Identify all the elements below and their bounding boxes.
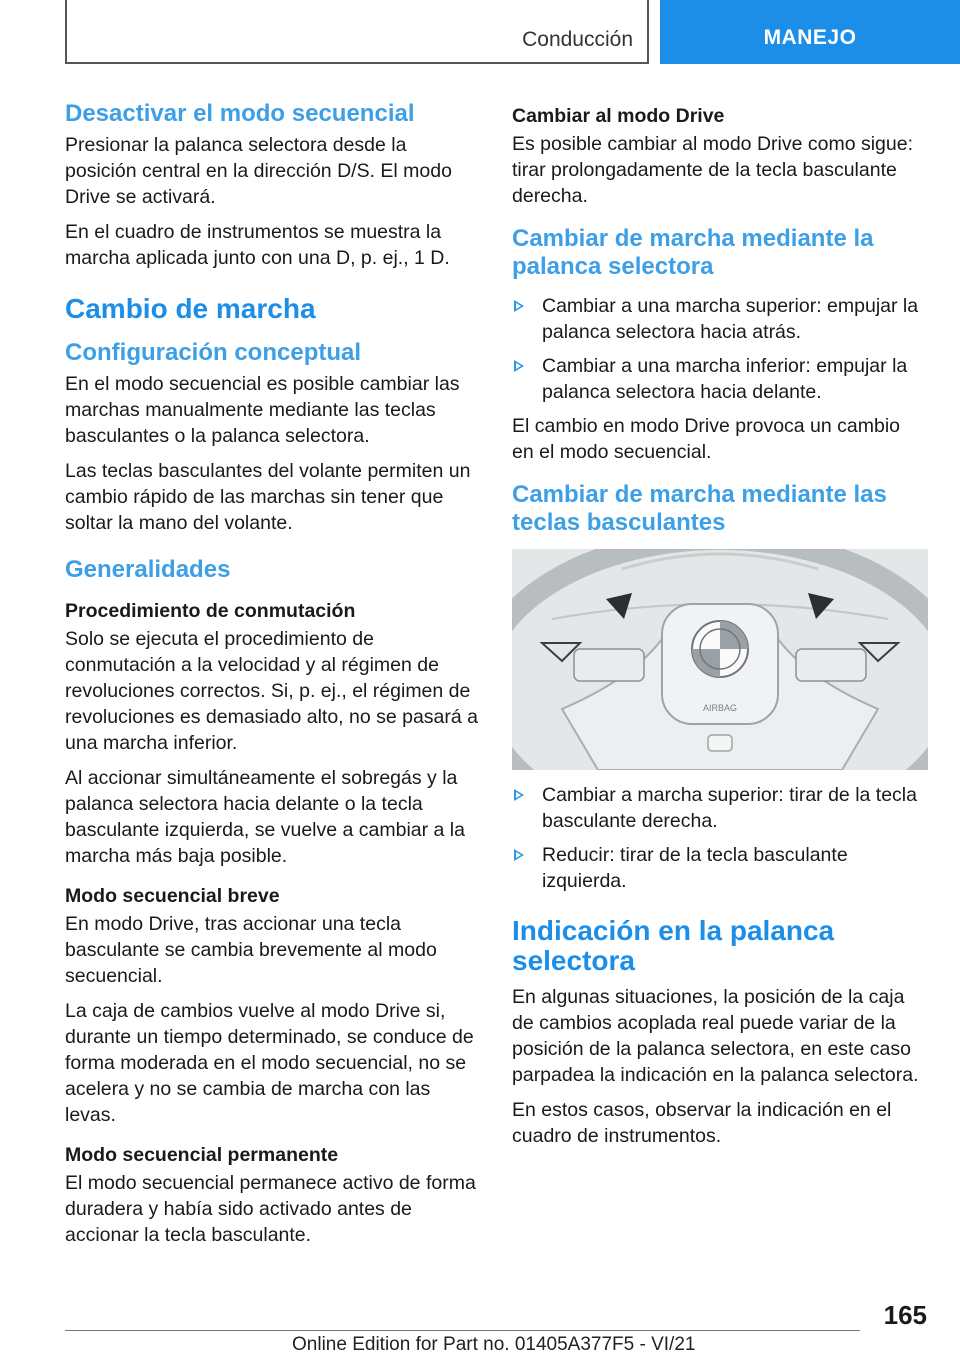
triangle-bullet-icon [514,300,524,312]
triangle-bullet-icon [514,360,524,372]
list-item: Reducir: tirar de la tecla basculante izquierda. [512,842,927,894]
list-item: Cambiar a marcha superior: tirar de la tecla basculante derecha. [512,782,927,834]
heading-desactivar: Desactivar el modo secuencial [65,100,415,127]
triangle-bullet-icon [514,849,524,861]
heading-configuracion: Configuración conceptual [65,339,362,366]
bullet-list [512,293,927,405]
paragraph: En modo Drive, tras accionar una tecla basculante se cambia brevemente al modo secuencial. [65,913,437,987]
heading-cambio-de-marcha: Cambio de marcha [65,293,316,324]
left-column [65,100,480,1257]
section-title: Conducción [522,28,633,51]
paragraph: En el cuadro de instrumentos se muestra la marcha aplicada junto con una D, p. ej., 1 D. [65,221,450,269]
heading-generalidades: Generalidades [65,556,231,583]
paragraph: Es posible cambiar al modo Drive como sigue: tirar prolongadamente de la tecla basculante derecha. [512,133,914,207]
steering-wheel-illustration [512,549,928,770]
paragraph: Al accionar simultáneamente el sobregás y la palanca selectora hacia delante o la tecla basculante izquierda, se vuelve a cambiar a la marcha más baja posible. [65,767,465,867]
heading-palanca-selectora: Cambiar de marcha mediante la palanca selectora [512,225,874,280]
paragraph: Presionar la palanca selectora desde la posición central en la dirección D/S. El modo Drive se activará. [65,134,452,208]
page-number: 165 [883,1300,927,1330]
heading-procedimiento: Procedimiento de conmutación [65,600,356,622]
paragraph: El cambio en modo Drive provoca un cambio en el modo secuencial. [512,415,901,463]
heading-modo-breve: Modo secuencial breve [65,885,280,907]
paragraph: Las teclas basculantes del volante permiten un cambio rápido de las marchas sin tener que soltar la mano del volante. [65,460,471,534]
chapter-tab: MANEJO [660,0,960,64]
heading-teclas-basculantes: Cambiar de marcha mediante las teclas basculantes [512,481,887,536]
right-column [512,100,927,1158]
footer-divider [65,1330,860,1331]
list-item: Cambiar a una marcha superior: empujar la palanca selectora hacia atrás. [512,293,927,345]
paragraph: La caja de cambios vuelve al modo Drive si, durante un tiempo determinado, se conduce de forma moderada en el modo secuencial, no se acelera y no se cambia de marcha con las levas. [65,1000,474,1126]
page-header [0,0,960,66]
paragraph: Solo se ejecuta el procedimiento de conmutación a la velocidad y al régimen de revoluciones correctos. Si, p. ej., el régimen de revoluciones es demasiado alto, no se pasará a una marcha inferior. [65,628,479,754]
triangle-bullet-icon [514,789,524,801]
heading-cambiar-drive: Cambiar al modo Drive [512,105,725,127]
heading-indicacion: Indicación en la palanca selectora [512,915,835,976]
heading-modo-permanente: Modo secuencial permanente [65,1144,339,1166]
paragraph: En estos casos, observar la indicación en el cuadro de instrumentos. [512,1099,892,1147]
steering-wheel-figure [512,549,928,770]
list-item: Cambiar a una marcha inferior: empujar la palanca selectora hacia delante. [512,353,927,405]
paragraph: El modo secuencial permanece activo de forma duradera y había sido activado antes de accionar la tecla basculante. [65,1172,476,1246]
paragraph: En el modo secuencial es posible cambiar las marchas manualmente mediante las teclas basculantes o la palanca selectora. [65,373,460,447]
paragraph: En algunas situaciones, la posición de la caja de cambios acoplada real puede variar de la posición de la palanca selectora, en este caso parpadea la indicación en la palanca selectora. [512,986,919,1086]
airbag-label: AIRBAG [702,703,738,713]
header-section-box [65,0,649,64]
bullet-list [512,782,927,894]
edition-footer: Online Edition for Part no. 01405A377F5 - VI/21 [292,1334,696,1355]
